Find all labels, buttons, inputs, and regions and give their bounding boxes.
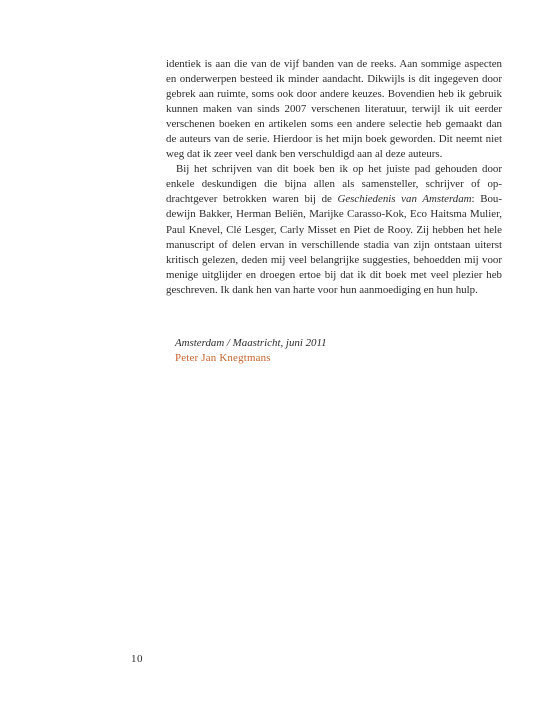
place-date: Amsterdam / Maastricht, juni 2011 xyxy=(175,337,327,349)
page-number: 10 xyxy=(131,653,143,665)
paragraph-1-text: identiek is aan die van de vijf banden van de reeks. Aan sommige aspecten en onderwerpen besteed ik minder aandacht. Dikwijls is dit ingegeven door gebrek aan ruimte, soms ook door andere keuzes. Bovendien heb ik gebruik kunnen maken van sinds 2007 verschenen literatuur, terwijl ik uit eerder verschenen boeken en artikelen soms een andere selectie heb gemaakt dan de auteurs van de serie. Hierdoor is het mijn boek geworden. Dit neemt niet weg dat ik zeer veel dank ben verschuldigd aan al deze auteurs. xyxy=(166,58,502,161)
paragraph-2-text-b: : Boudewijn Bakker, Herman Beliën, Marijke Carasso-Kok, Eco Haitsma Mulier, Paul Knevel, Clé Lesger, Carly Misset en Piet de Rooy. Zij hebben het hele manuscript of delen ervan in verschillende stadia van zijn ontstaan uiterst kritisch gelezen, deden mij veel belangrijke suggesties, behoedden mij voor menige uitglijder en droegen ertoe bij dat ik dit boek met veel plezier heb geschreven. Ik dank hen van harte voor hun aanmoediging en hun hulp. xyxy=(166,193,502,296)
paragraph-2 xyxy=(166,162,502,297)
book-title-italic: Geschiedenis van Amsterdam xyxy=(337,193,472,206)
paragraph-2-text-a: Bij het schrijven van dit boek ben ik op het juiste pad gehouden door enkele deskundigen die bijna allen als samensteller, schrijver of opdrachtgever betrokken waren bij de xyxy=(166,163,502,206)
body-text xyxy=(166,57,502,298)
paragraph-1 xyxy=(166,57,502,162)
author-name: Peter Jan Knegtmans xyxy=(175,352,271,364)
signature-block xyxy=(175,336,327,366)
